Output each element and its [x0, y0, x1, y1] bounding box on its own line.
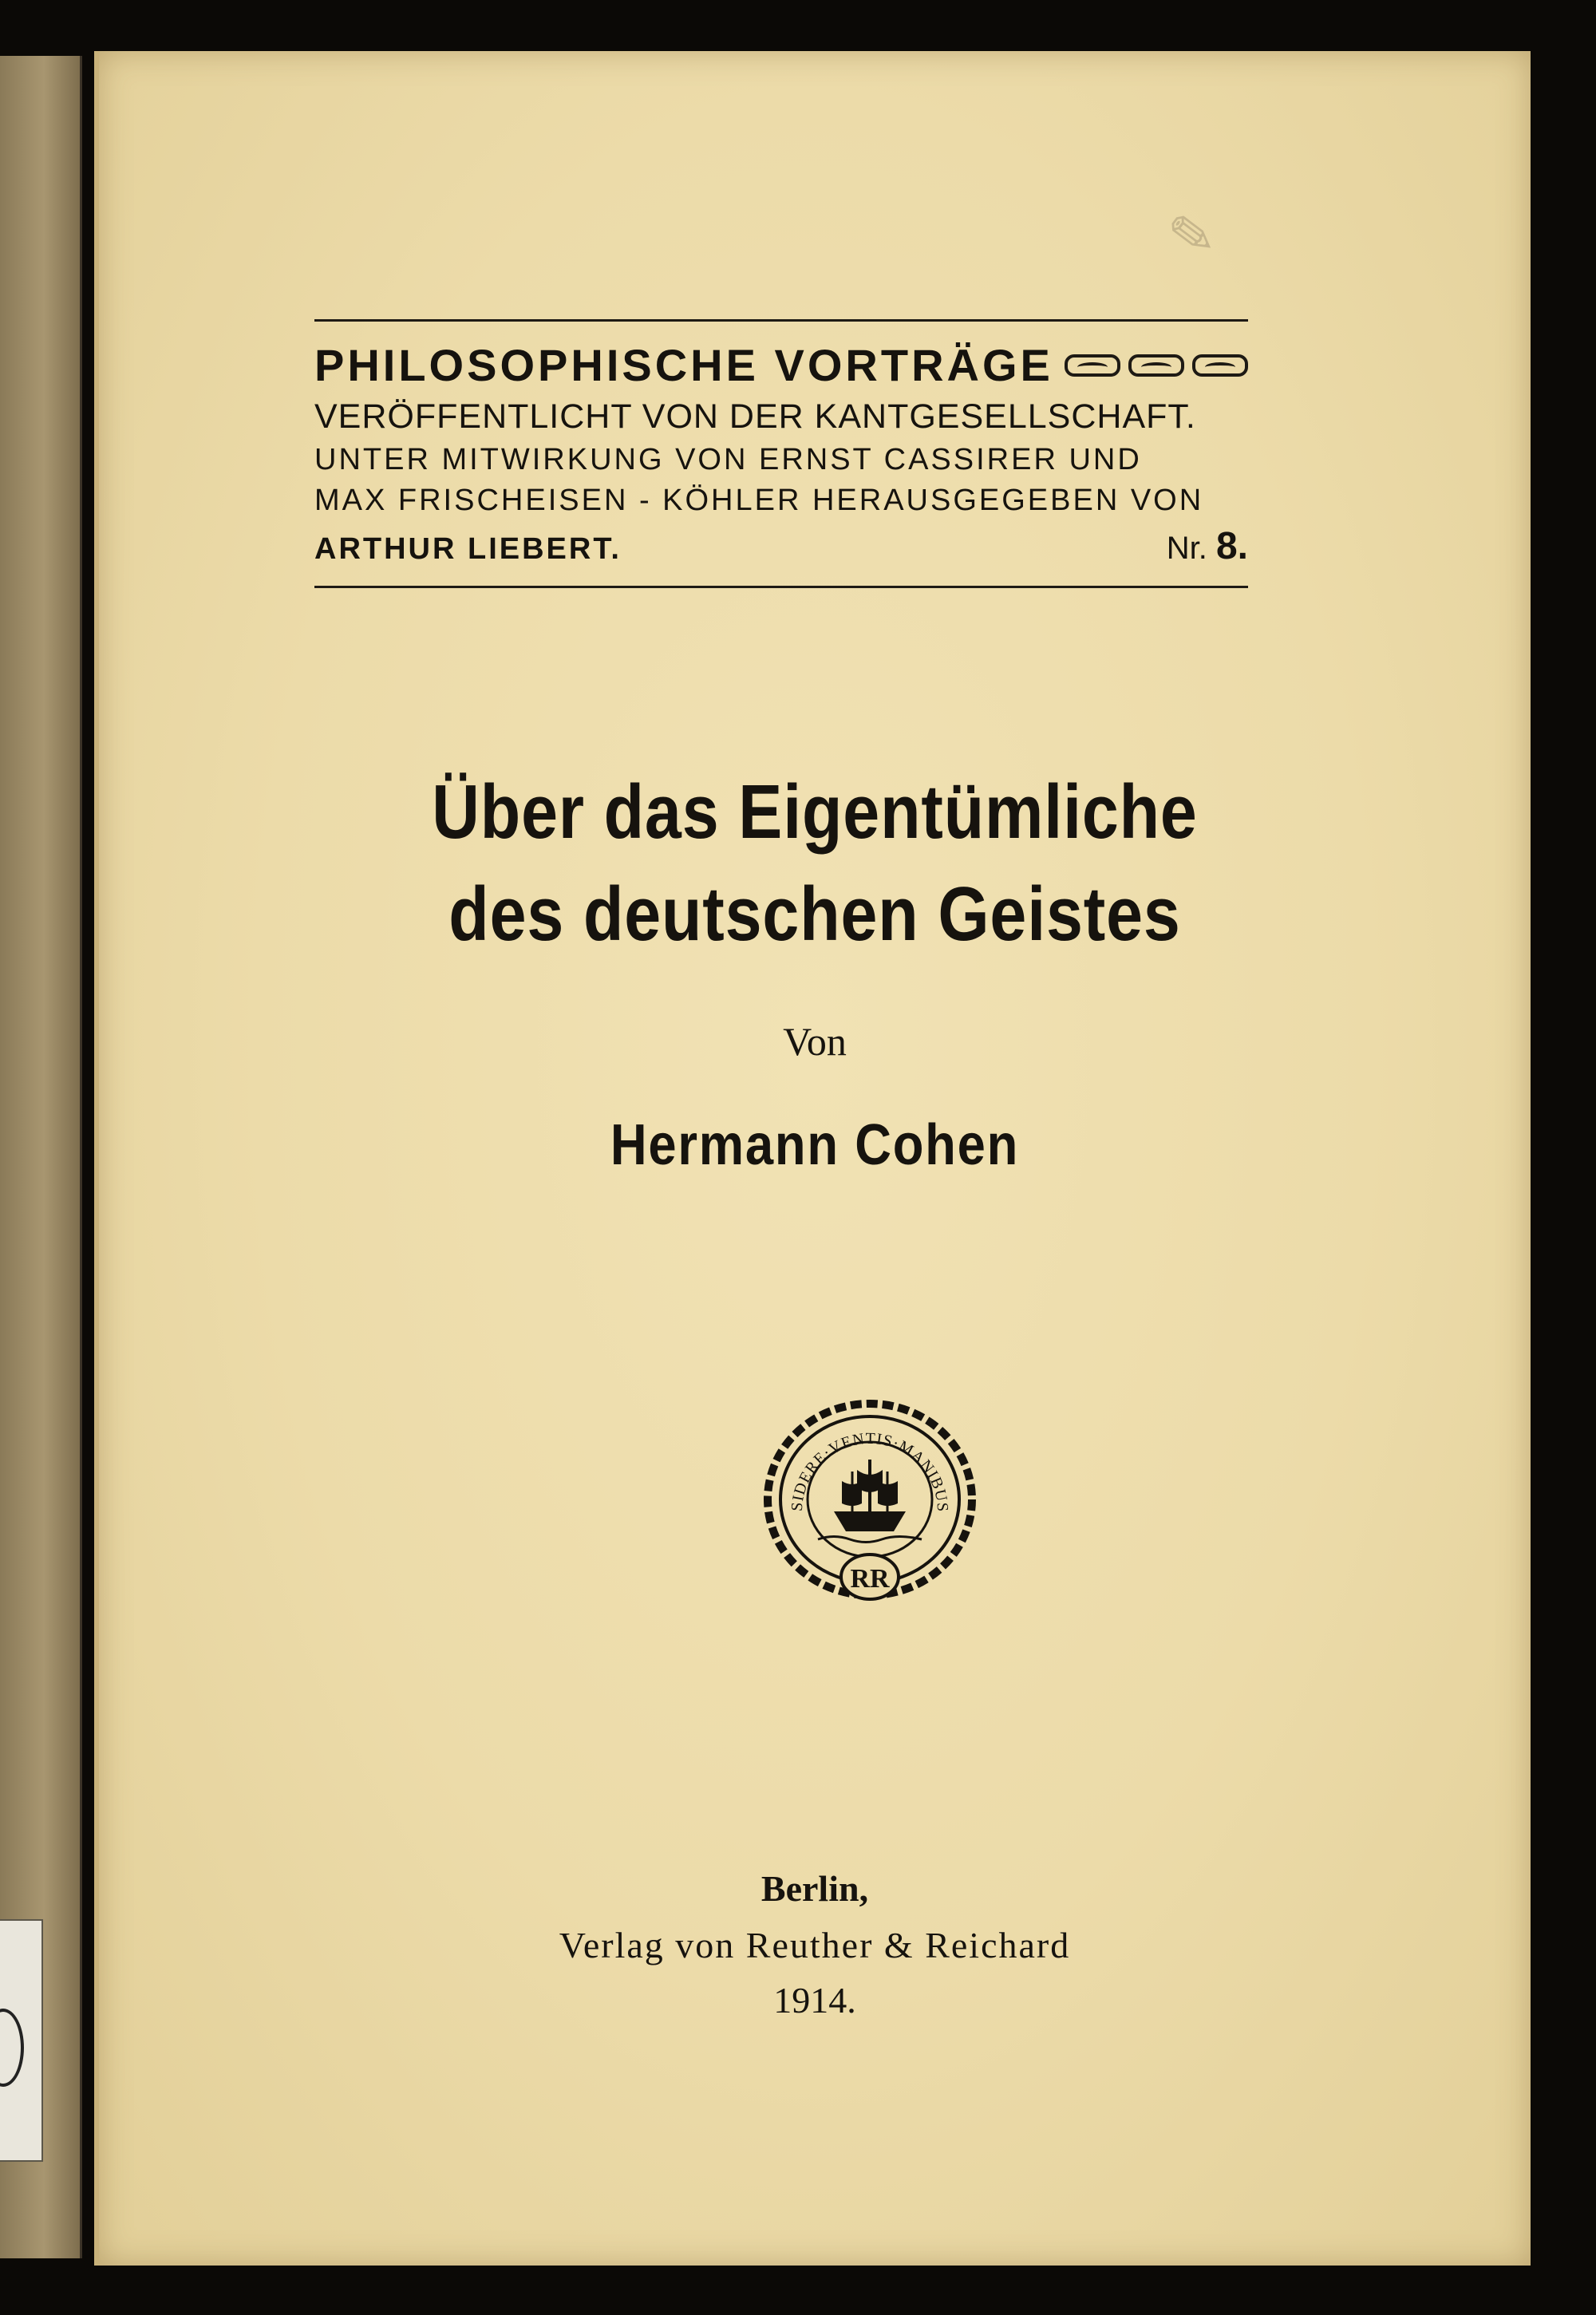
- seal-monogram: RR: [850, 1564, 890, 1594]
- by-label: Von: [783, 1019, 847, 1064]
- series-editor: ARTHUR LIEBERT.: [314, 532, 622, 566]
- seal-motto: SIDERE·VENTIS·MANIBUS: [788, 1429, 952, 1513]
- series-title-row: [314, 339, 1248, 391]
- work-title-line-1: Über das Eigentümliche: [432, 769, 1198, 855]
- series-editor-row: [314, 524, 1248, 568]
- title-page: [94, 51, 1531, 2266]
- series-header: [314, 319, 1248, 588]
- imprint-city: Berlin,: [760, 1868, 869, 1909]
- imprint: [99, 1867, 1531, 2021]
- work-title: [200, 761, 1431, 966]
- scroll-ornament-icon: [1065, 354, 1248, 377]
- series-collaboration: UNTER MITWIRKUNG VON ERNST CASSIRER UND: [314, 443, 1142, 476]
- series-title: PHILOSOPHISCHE VORTRÄGE: [314, 340, 1053, 390]
- faint-pencil-mark: ✎: [1163, 200, 1220, 271]
- series-published-by: VERÖFFENTLICHT VON DER KANTGESELLSCHAFT.: [314, 397, 1196, 436]
- top-rule: [314, 319, 1248, 322]
- work-title-line-2: des deutschen Geistes: [448, 871, 1181, 957]
- label-ring-icon: [0, 2009, 24, 2087]
- series-number-value: 8.: [1215, 525, 1248, 567]
- author-name: Hermann Cohen: [610, 1113, 1020, 1177]
- ship-seal-icon: [758, 1392, 982, 1615]
- imprint-year: 1914.: [773, 1980, 856, 2021]
- series-editors: MAX FRISCHEISEN - KÖHLER HERAUSGEGEBEN VON: [314, 484, 1204, 517]
- imprint-publisher: Verlag von Reuther & Reichard: [559, 1925, 1071, 1965]
- bottom-rule: [314, 586, 1248, 588]
- series-number: Nr. 8.: [1166, 525, 1248, 567]
- library-label: [0, 1919, 43, 2162]
